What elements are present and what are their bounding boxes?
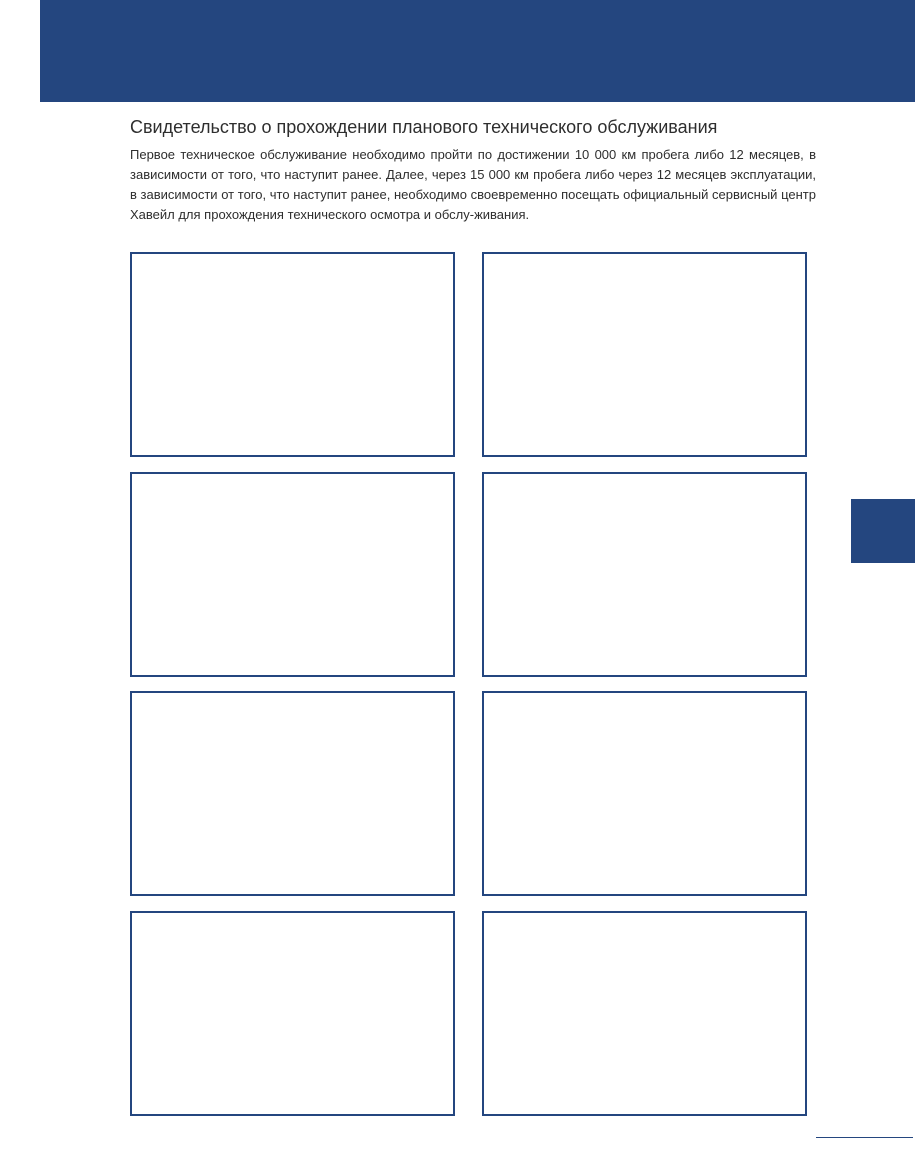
service-record-box-1 [130,252,455,457]
service-record-box-3 [130,472,455,677]
service-record-box-8 [482,911,807,1116]
service-record-box-6 [482,691,807,896]
service-record-box-4 [482,472,807,677]
service-record-box-7 [130,911,455,1116]
service-record-box-5 [130,691,455,896]
header-band [40,0,915,102]
footer-rule [816,1137,913,1138]
page-title: Свидетельство о прохождении планового технического обслуживания [130,117,718,137]
side-section-tab [851,499,915,563]
service-record-box-2 [482,252,807,457]
intro-paragraph: Первое техническое обслуживание необходимо пройти по достижении 10 000 км пробега либо 12 месяцев, в зависимости от того, что наступит ранее. Далее, через 15 000 км пробега либо через 12 месяцев эксплуатации, в зависимости от того, что наступит ранее, необходимо своевременно посещать официальный сервисный центр Хавейл для прохождения технического осмотра и обслу-живания. [130,147,816,222]
